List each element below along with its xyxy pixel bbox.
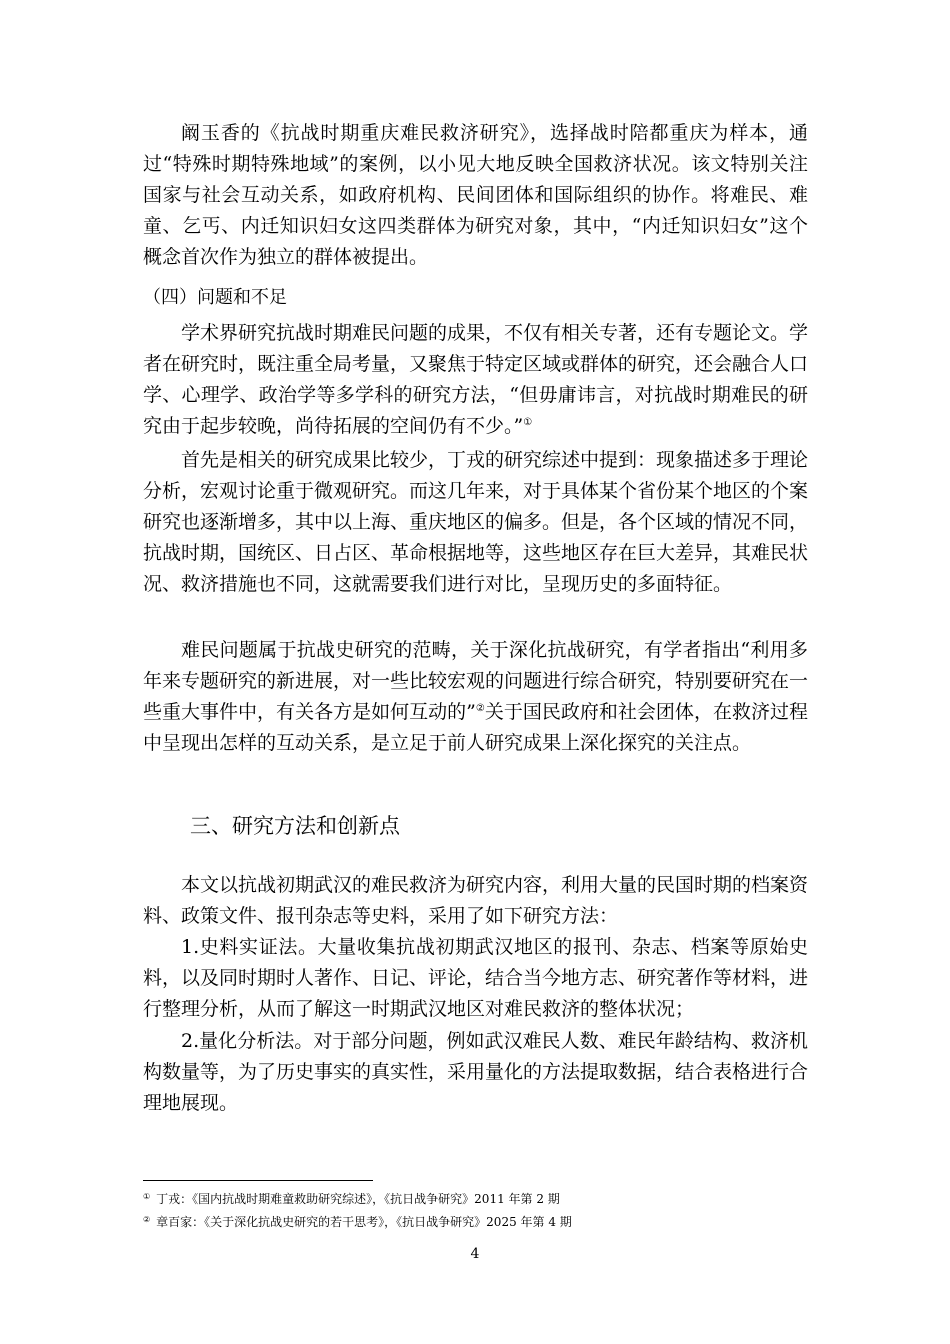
footnote-1 <box>143 1188 808 1208</box>
paragraph-text: 本文以抗战初期武汉的难民救济为研究内容，利用大量的民国时期的档案资料、政策文件、报刊杂志等史料，采用了如下研究方法： <box>143 874 809 927</box>
paragraph-method-2 <box>143 1026 808 1119</box>
paragraph-kan-yuxiang <box>143 118 808 273</box>
paragraph-academic-research <box>143 318 808 442</box>
footnote-text: 丁戎：《国内抗战时期难童救助研究综述》，《抗日战争研究》2011 年第 2 期 <box>156 1192 560 1206</box>
paragraph-war-history <box>143 635 808 759</box>
section-heading-methods: 三、研究方法和创新点 <box>190 814 400 838</box>
paragraph-text-continued: 关于国民政府和社会团体，在救济过程中呈现出怎样的互动关系，是立足于前人研究成果上深化探究的关注点。 <box>143 701 808 754</box>
footnote-ref-2[interactable]: ② <box>475 703 485 714</box>
footnote-text: 章百家：《关于深化抗战史研究的若干思考》，《抗日战争研究》2025 年第 4 期 <box>156 1215 572 1229</box>
paragraph-text: 学术界研究抗战时期难民问题的成果，不仅有相关专著，还有专题论文。学者在研究时，既注重全局考量，又聚焦于特定区域或群体的研究，还会融合人口学、心理学、政治学等多学科的研究方法，“但毋庸讳言，对抗战时期难民的研究由于起步较晚，尚待拓展的空间仍有不少。” <box>143 322 809 437</box>
paragraph-text: 首先是相关的研究成果比较少，丁戎的研究综述中提到：现象描述多于理论分析，宏观讨论重于微观研究。而这几年来，对于具体某个省份某个地区的个案研究也逐渐增多，其中以上海、重庆地区的偏多。但是，各个区域的情况不同，抗战时期，国统区、日占区、革命根据地等，这些地区存在巨大差异，其难民状况、救济措施也不同，这就需要我们进行对比，呈现历史的多面特征。 <box>143 449 809 595</box>
paragraph-text: 阚玉香的《抗战时期重庆难民救济研究》，选择战时陪都重庆为样本，通过“特殊时期特殊地域”的案例，以小见大地反映全国救济状况。该文特别关注国家与社会互动关系，如政府机构、民间团体和国际组织的协作。将难民、难童、乞丐、内迁知识妇女这四类群体为研究对象，其中，“内迁知识妇女”这个概念首次作为独立的群体被提出。 <box>143 122 808 268</box>
paragraph-text: 2.量化分析法。对于部分问题，例如武汉难民人数、难民年龄结构、救济机构数量等，为了历史事实的真实性，采用量化的方法提取数据，结合表格进行合理地展现。 <box>143 1030 809 1114</box>
section-heading-problems: （四）问题和不足 <box>143 287 287 308</box>
footnote-mark: ② <box>143 1215 151 1224</box>
page-number: 4 <box>470 1246 480 1262</box>
footnote-mark: ① <box>143 1192 151 1201</box>
paragraph-text: 1.史料实证法。大量收集抗战初期武汉地区的报刊、杂志、档案等原始史料，以及同时期时人著作、日记、评论，结合当今地方志、研究著作等材料，进行整理分析，从而了解这一时期武汉地区对难民救济的整体状况； <box>143 936 809 1020</box>
footnote-ref-1[interactable]: ① <box>523 417 533 428</box>
paragraph-method-1 <box>143 932 808 1025</box>
footnote-2 <box>143 1211 808 1231</box>
footnote-divider <box>143 1180 373 1181</box>
paragraph-text: 难民问题属于抗战史研究的范畴，关于深化抗战研究，有学者指出“利用多年来专题研究的新进展，对一些比较宏观的问题进行综合研究，特别要研究在一些重大事件中，有关各方是如何互动的” <box>143 639 809 723</box>
paragraph-first-limitation <box>143 445 808 600</box>
paragraph-methods-intro <box>143 870 808 932</box>
